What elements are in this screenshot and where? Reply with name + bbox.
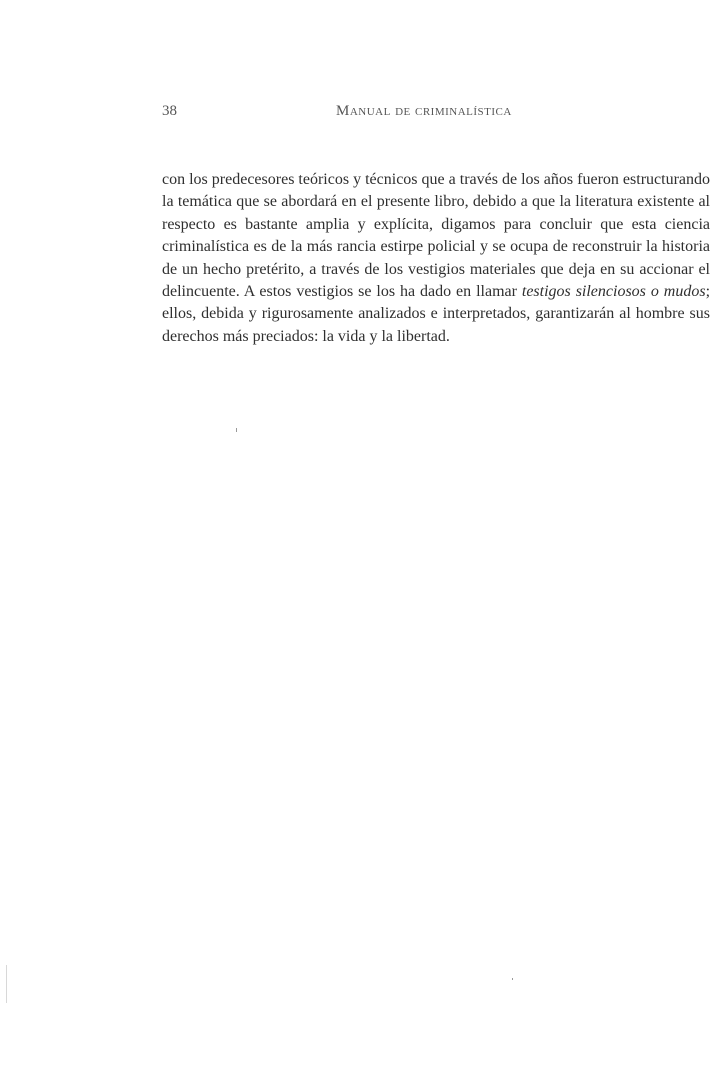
italic-phrase: testigos silenciosos o mudos bbox=[521, 283, 706, 301]
scan-speck bbox=[512, 978, 513, 980]
running-head: Manual de criminalística bbox=[336, 103, 512, 119]
body-paragraph bbox=[162, 169, 710, 348]
scan-edge-mark bbox=[6, 965, 7, 1003]
paragraph-text-end: ; ellos, debida y rigurosamente analizados e interpretados, garantizarán al hombre sus derechos más preciados: la vida y la libertad. bbox=[162, 283, 711, 345]
page-number: 38 bbox=[162, 103, 177, 119]
paragraph-text-start: con los predecesores teóricos y técnicos que a través de los años fueron estructurando la temática que se abordará en el presente libro, debido a que la literatura existente al respecto es bastante amplia y explícita, digamos para concluir que esta ciencia criminalística es de la más rancia estirpe policial y se ocupa de reconstruir la historia de un hecho pretérito, a través de los vestigios materiales que deja en su accionar el delincuente. A estos vestigios se los ha dado en llamar bbox=[162, 171, 710, 301]
scan-speck bbox=[236, 428, 237, 432]
